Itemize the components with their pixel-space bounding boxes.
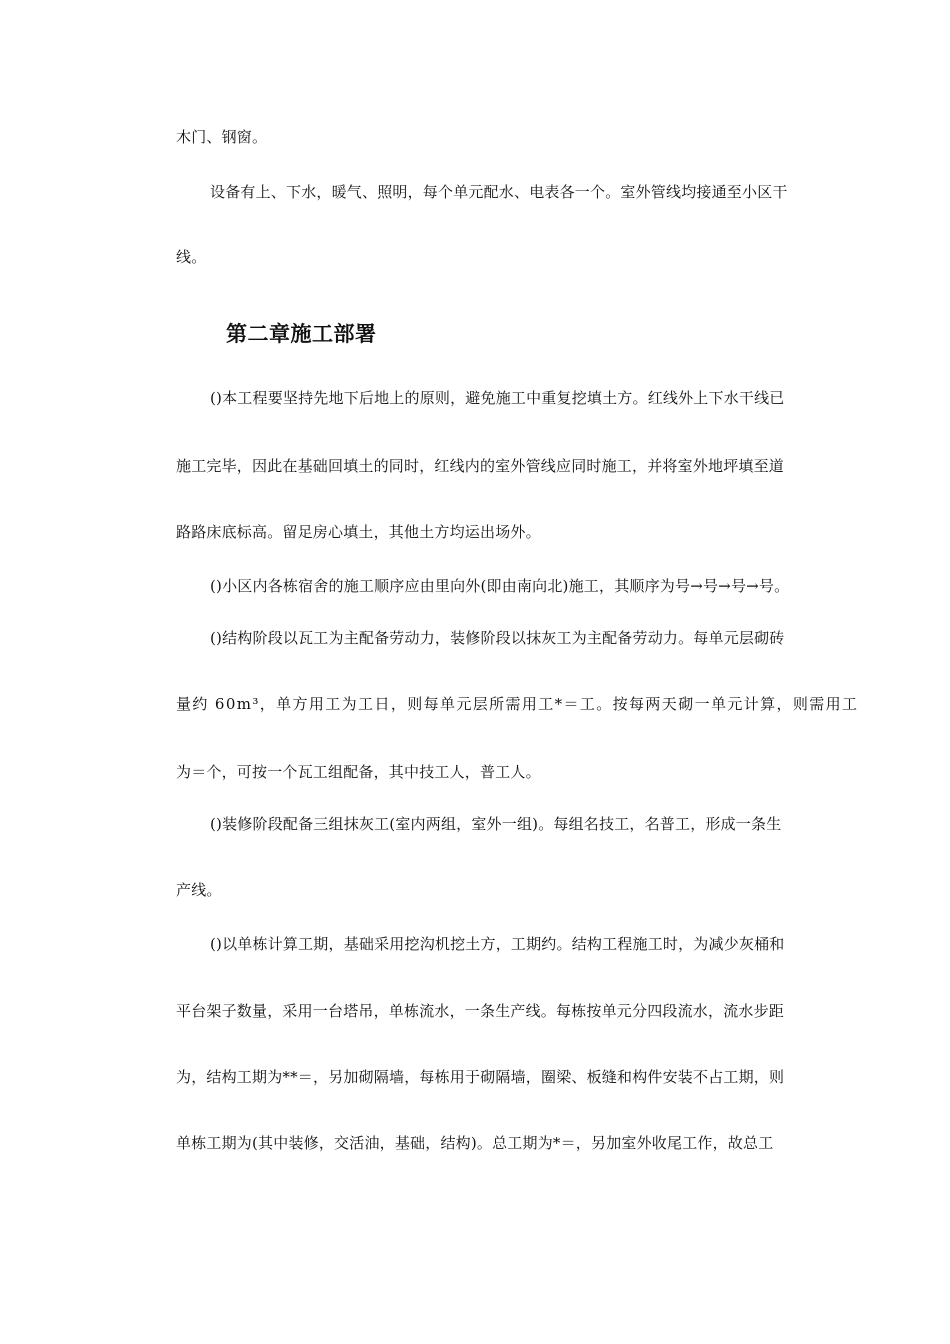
- text-line: 量约 60m³，单方用工为工日，则每单元层所需用工*＝工。按每两天砌一单元计算，则需用工: [176, 695, 859, 713]
- text-line: 路路床底标高。留足房心填土，其他土方均运出场外。: [176, 523, 541, 541]
- text-line: ()以单栋计算工期，基础采用挖沟机挖土方，工期约。结构工程施工时，为减少灰桶和: [210, 935, 785, 953]
- text-line: 施工完毕，因此在基础回填土的同时，红线内的室外管线应同时施工，并将室外地坪填至道: [176, 457, 785, 475]
- text-line: ()结构阶段以瓦工为主配备劳动力，装修阶段以抹灰工为主配备劳动力。每单元层砌砖: [210, 629, 785, 647]
- text-line: ()小区内各栋宿舍的施工顺序应由里向外(即由南向北)施工，其顺序为号→号→号→号。: [210, 577, 790, 595]
- text-line: 线。: [176, 248, 207, 266]
- text-line: 产线。: [176, 881, 222, 899]
- chapter-heading: 第二章施工部署: [226, 322, 377, 346]
- text-line: 平台架子数量，采用一台塔吊，单栋流水，一条生产线。每栋按单元分四段流水，流水步距: [176, 1002, 785, 1020]
- text-line: 为＝个，可按一个瓦工组配备，其中技工人，普工人。: [176, 763, 541, 781]
- text-line: ()本工程要坚持先地下后地上的原则，避免施工中重复挖填土方。红线外上下水干线已: [210, 389, 785, 407]
- text-line: 设备有上、下水，暖气、照明，每个单元配水、电表各一个。室外管线均接通至小区干: [210, 183, 788, 201]
- text-line: 为，结构工期为**＝，另加砌隔墙，每栋用于砌隔墙，圈梁、板缝和构件安装不占工期，则: [176, 1068, 785, 1086]
- text-line: 单栋工期为(其中装修，交活油，基础，结构)。总工期为*＝，另加室外收尾工作，故总工: [176, 1134, 774, 1152]
- text-line: ()装修阶段配备三组抹灰工(室内两组，室外一组)。每组名技工，名普工，形成一条生: [210, 815, 782, 833]
- text-line: 木门、钢窗。: [176, 128, 268, 146]
